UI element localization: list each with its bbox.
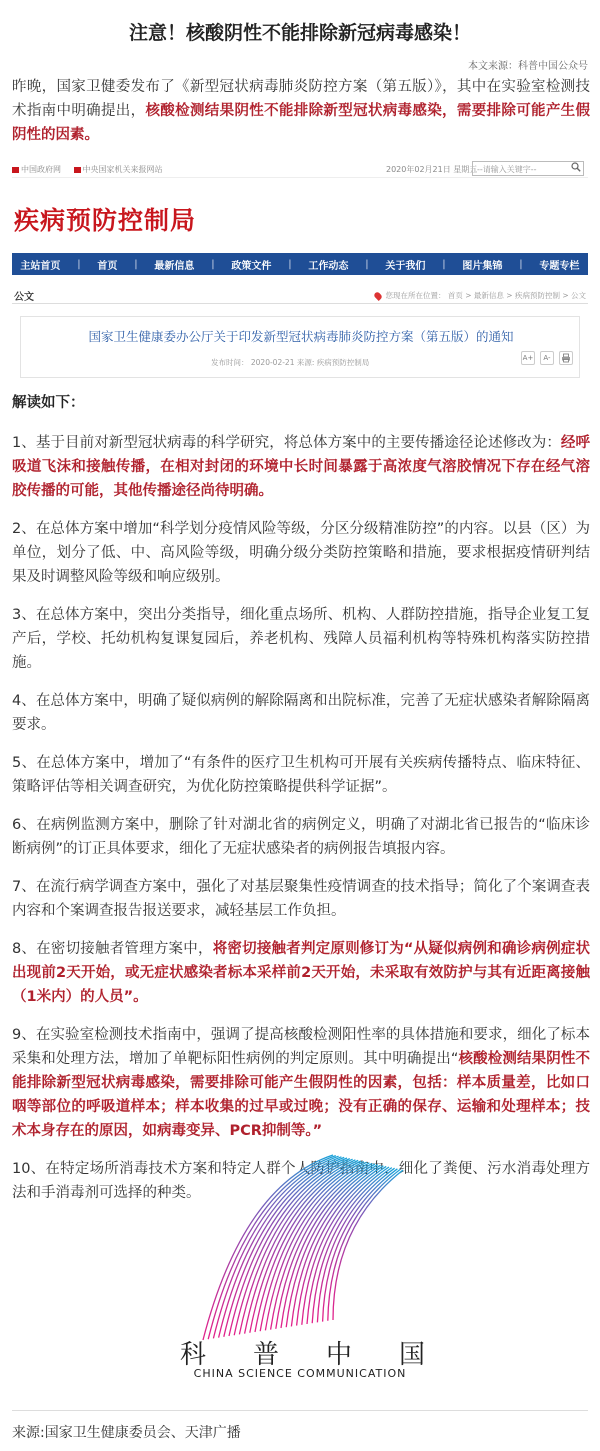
top-links bbox=[12, 164, 173, 175]
list-item: 2、在总体方案中增加“科学划分疫情风险等级，分区分级精准防控”的内容。以县（区）为单位，划分了低、中、高风险等级，明确分级分类防控策略和措施，要求根据疫情研判结果及时调整风险等级和响应级别。 bbox=[12, 521, 590, 585]
search-icon[interactable] bbox=[571, 162, 581, 172]
list-item: 1、基于目前对新型冠状病毒的科学研究，将总体方案中的主要传播途径论述修改为：经呼吸道飞沫和接触传播，在相对封闭的环境中长时间暴露于高浓度气溶胶情况下存在经气溶胶传播的可能，其他传播途径尚待明确。 bbox=[12, 435, 590, 499]
logo-ribbon-line bbox=[245, 1160, 356, 1334]
nav-item-about[interactable]: 关于我们 bbox=[385, 260, 426, 272]
top-link-gov[interactable]: 中国政府网 bbox=[12, 165, 61, 174]
nav-item-policy[interactable]: 政策文件 bbox=[231, 260, 272, 272]
section-row bbox=[12, 284, 588, 304]
notice-card bbox=[20, 316, 580, 378]
section-label: 公文 bbox=[14, 292, 34, 303]
nav-item-work[interactable]: 工作动态 bbox=[308, 260, 349, 272]
intro-text: 昨晚，国家卫健委发布了《新型冠状病毒肺炎防控方案（第五版）》，其中在实验室检测技术指南中明确提出， bbox=[12, 79, 590, 119]
site-search-input[interactable] bbox=[472, 161, 584, 176]
top-link-agencies[interactable]: 中央国家机关来报网站 bbox=[74, 165, 163, 174]
intro-paragraph bbox=[12, 75, 590, 147]
logo-chinese-text: 科 普 中 国 bbox=[180, 1340, 425, 1370]
search-placeholder: --请输入关键字-- bbox=[477, 165, 537, 174]
printer-icon bbox=[561, 353, 571, 363]
list-item: 9、在实验室检测技术指南中，强调了提高核酸检测阳性率的具体措施和要求，细化了标本采集和处理方法，增加了单靶标阳性病例的判定原则。其中明确提出“核酸检测结果阴性不能排除新型冠状病毒感染，需要排除可能产生假阴性的因素，包括：样本质量差，比如口咽等部位的呼吸道样本；样本收集的过早或过晚；没有正确的保存、运输和处理样本；技术本身存在的原因，如病毒变异、PCR抑制等。” bbox=[12, 1027, 590, 1139]
font-decrease-button[interactable]: A- bbox=[540, 351, 554, 365]
bureau-logo-text: 疾病预防控制局 bbox=[14, 206, 197, 235]
site-nav-bar: 主站首页 | 首页 | 最新信息 | 政策文件 | 工作动态 | 关于我们 | 图片集锦 | 专题专栏 bbox=[12, 253, 588, 275]
nav-item-gallery[interactable]: 图片集锦 bbox=[462, 260, 503, 272]
article-source: 本文来源：科普中国公众号 bbox=[468, 61, 588, 72]
nav-item-main-home[interactable]: 主站首页 bbox=[20, 260, 61, 272]
list-item: 3、在总体方案中，突出分类指导，细化重点场所、机构、人群防控措施，指导企业复工复产后，学校、托幼机构复课复园后，养老机构、残障人员福利机构等特殊机构落实防控措施。 bbox=[12, 607, 590, 671]
footer-source: 来源:国家卫生健康委员会、天津广播 bbox=[12, 1425, 241, 1441]
location-pin-icon bbox=[374, 291, 384, 301]
notice-tools bbox=[521, 351, 573, 365]
site-date: 2020年02月21日 星期五 bbox=[386, 165, 478, 174]
list-item: 7、在流行病学调查方案中，强化了对基层聚集性疫情调查的技术指导；简化了个案调查表内容和个案调查报告报送要求，减轻基层工作负担。 bbox=[12, 879, 590, 919]
print-button[interactable] bbox=[559, 351, 573, 365]
nav-item-special[interactable]: 专题专栏 bbox=[539, 260, 580, 272]
list-item: 10、在特定场所消毒技术方案和特定人群个人防护指南中，细化了粪便、污水消毒处理方法和手消毒剂可选择的种类。 bbox=[12, 1161, 590, 1201]
font-increase-button[interactable]: A+ bbox=[521, 351, 535, 365]
list-item: 8、在密切接触者管理方案中，将密切接触者判定原则修订为“从疑似病例和确诊病例症状出现前2天开始，或无症状感染者标本采样前2天开始，未采取有效防护与其有近距离接触（1米内）的人员”。 bbox=[12, 941, 590, 1005]
list-item: 4、在总体方案中，明确了疑似病例的解除隔离和出院标准，完善了无症状感染者解除隔离要求。 bbox=[12, 693, 590, 733]
list-item: 5、在总体方案中，增加了“有条件的医疗卫生机构可开展有关疾病传播特点、临床特征、策略评估等相关调查研究，为优化防控策略提供科学证据”。 bbox=[12, 755, 590, 795]
logo-english-text: CHINA SCIENCE COMMUNICATION bbox=[193, 1367, 407, 1380]
site-topbar bbox=[12, 160, 588, 178]
flag-icon bbox=[12, 167, 19, 173]
article-title: 注意！核酸阴性不能排除新冠病毒感染！ bbox=[128, 22, 471, 44]
website-screenshot bbox=[12, 160, 588, 380]
list-item: 6、在病例监测方案中，删除了针对湖北省的病例定义，明确了对湖北省已报告的“临床诊断病例”的订正具体要求，细化了无症状感染者的病例报告填报内容。 bbox=[12, 817, 590, 857]
notice-title[interactable]: 国家卫生健康委办公厅关于印发新型冠状病毒肺炎防控方案（第五版）的通知 bbox=[88, 329, 514, 344]
flag-icon bbox=[74, 167, 81, 173]
breadcrumb: 您现在所在位置： 首页 > 最新信息 > 疾病预防控制 > 公文 bbox=[375, 290, 586, 301]
nav-item-latest[interactable]: 最新信息 bbox=[154, 260, 195, 272]
divider bbox=[12, 1410, 588, 1411]
nav-item-home[interactable]: 首页 bbox=[97, 260, 118, 272]
intro-highlight: 核酸检测结果阴性不能排除新型冠状病毒感染，需要排除可能产生假阴性的因素。 bbox=[12, 103, 591, 143]
notice-meta: 发布时间： 2020-02-21 来源: 疾病预防控制局 bbox=[211, 358, 370, 367]
interpretation-heading: 解读如下： bbox=[12, 395, 85, 411]
